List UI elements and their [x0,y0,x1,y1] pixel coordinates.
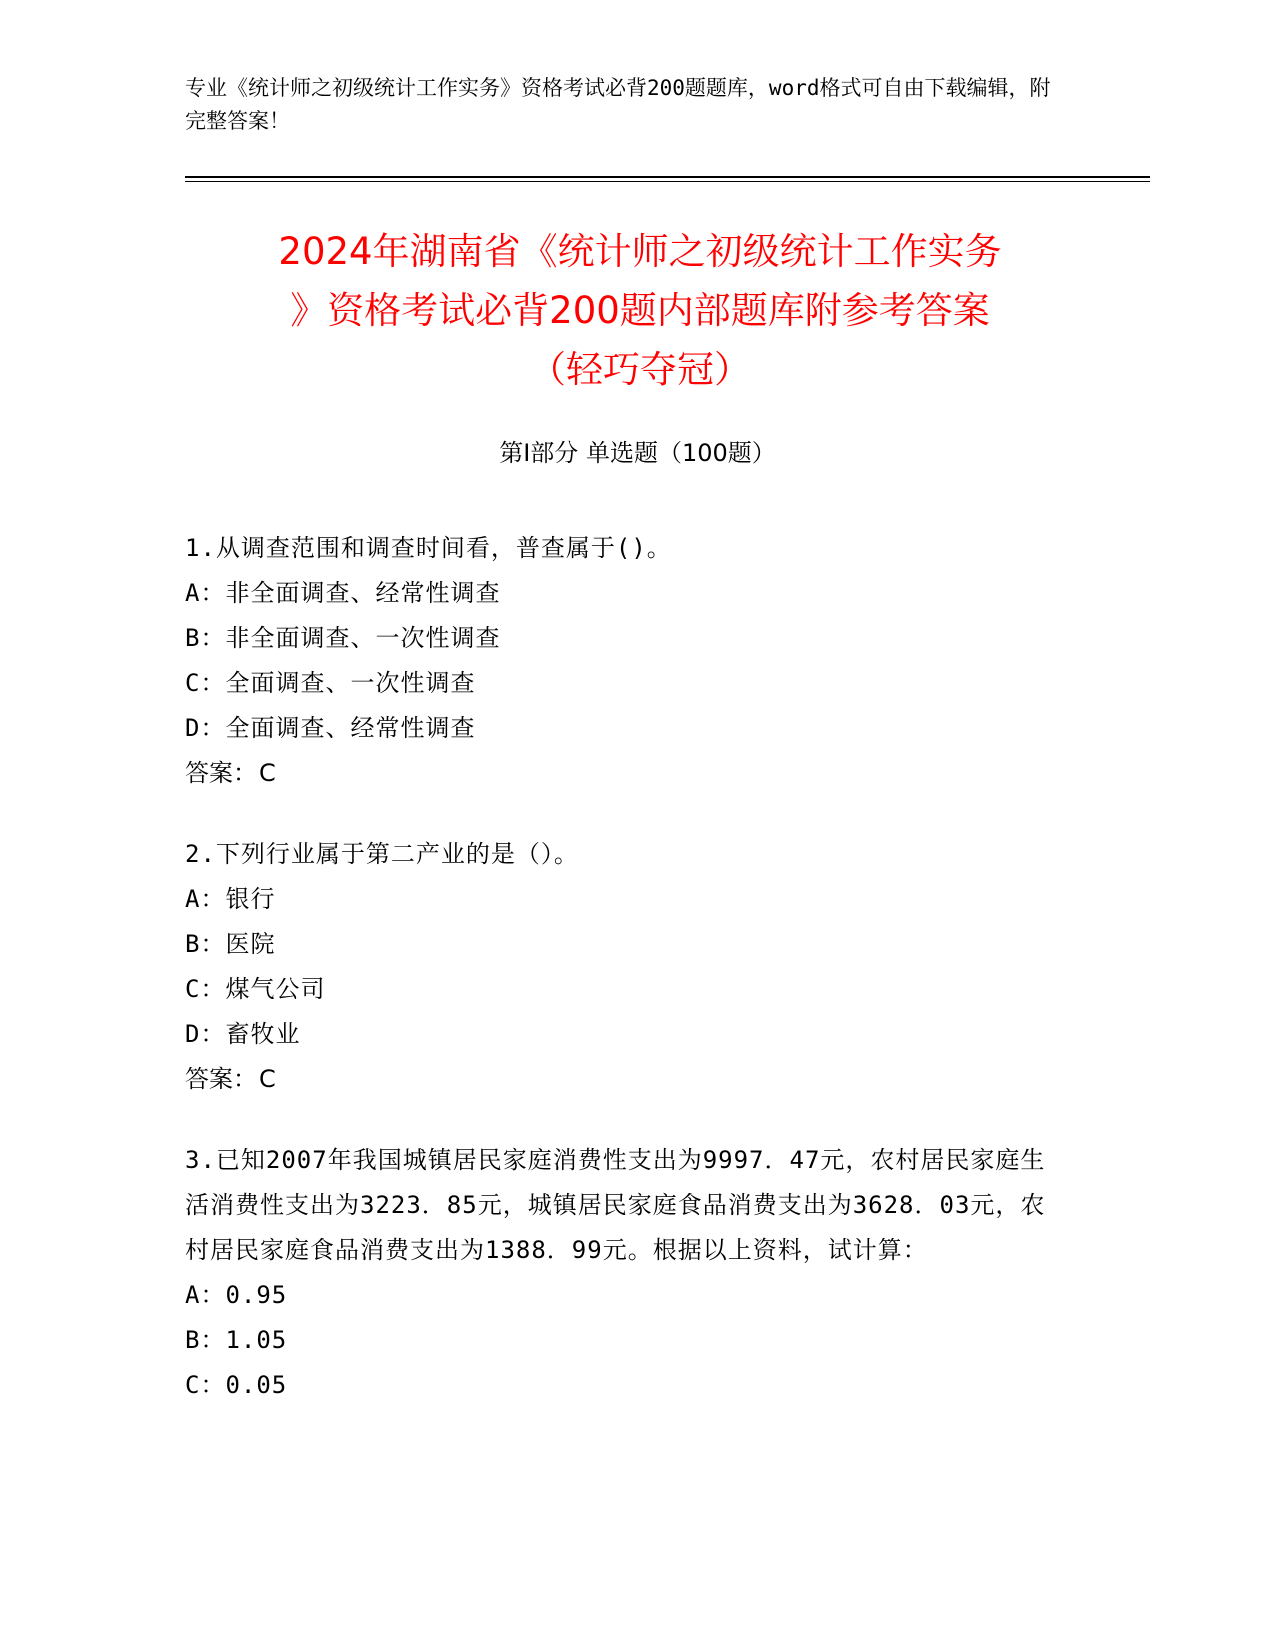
option-c: C：0.05 [185,1371,288,1399]
option-d: D：全面调查、经常性调查 [185,714,476,742]
answer-line [185,1057,1065,1102]
option-d: D：畜牧业 [185,1020,301,1048]
question-stem: 1.从调查范围和调查时间看，普查属于()。 [185,534,672,562]
option-c: C：全面调查、一次性调查 [185,669,476,697]
option-a: A：0.95 [185,1281,288,1309]
answer-label: 答案： [185,1065,257,1093]
header-divider-thick [185,176,1150,178]
answer-value: C [259,759,276,787]
header-divider-thin [185,181,1150,182]
option-a: A：非全面调查、经常性调查 [185,579,501,607]
question-1 [185,526,1065,796]
answer-value: C [259,1065,276,1093]
option-a: A：银行 [185,885,276,913]
title-line-1: 2024年湖南省《统计师之初级统计工作实务 [278,230,1002,273]
option-b: B：医院 [185,930,276,958]
question-stem: 3.已知2007年我国城镇居民家庭消费性支出为9997．47元，农村居民家庭生活消费性支出为3223．85元，城镇居民家庭食品消费支出为3628．03元，农村居民家庭食品消费支出为1388．99元。根据以上资料，试计算： [185,1146,1046,1264]
section-title: 第Ⅰ部分 单选题（100题） [499,439,776,467]
header-note: 专业《统计师之初级统计工作实务》资格考试必背200题题库，word格式可自由下载编辑，附完整答案！ [185,76,1051,133]
title-line-2: 》资格考试必背200题内部题库附参考答案 [290,289,990,332]
title-line-3: （轻巧夺冠） [529,348,751,391]
question-2 [185,832,1065,1102]
answer-line [185,751,1065,796]
document-title [150,222,1130,399]
answer-label: 答案： [185,759,257,787]
question-3 [185,1138,1065,1408]
question-list [185,526,1065,1444]
option-b: B：非全面调查、一次性调查 [185,624,501,652]
option-b: B：1.05 [185,1326,288,1354]
option-c: C：煤气公司 [185,975,326,1003]
question-stem: 2.下列行业属于第二产业的是（）。 [185,840,579,868]
